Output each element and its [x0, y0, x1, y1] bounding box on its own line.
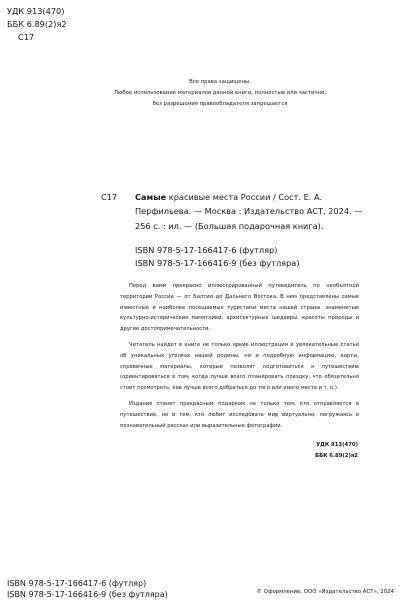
annotation-paragraph-3: Издание станет прекрасным подарком не только тем, кто отправляется в путешествие, но и тем, кто любит исследовать мир виртуально, погружаясь в познавательный рассказ или выразительные фотографии. — [120, 400, 359, 429]
footer-isbn-block — [7, 578, 168, 600]
rights-line-2: Любое использование материалов данной книги, полностью или частично, — [113, 90, 327, 96]
bbk-code: ББК 6.89(2)я2 — [7, 19, 67, 29]
cip-isbn-block — [135, 244, 300, 269]
right-classification-codes — [315, 440, 358, 461]
rights-notice — [40, 77, 400, 110]
cip-title-bold: Самые — [135, 192, 167, 202]
annotation-paragraph-2: Читатель найдет в книге не только яркие иллюстрации и увлекательные статьи об уникальных уголках нашей родины, но и подробную информацию, карты, справочные материалы, которые позволят подготовиться к путешествию (ориентироваться в том, когда лучше всего планировать поездку, что обязательно стоит посмотреть, как лучше всего добраться до того или иного места и т. п.). — [120, 341, 359, 392]
cip-isbn-nocase: ISBN 978-5-17-166416-9 (без футляра) — [135, 257, 300, 268]
footer-isbn-case: ISBN 978-5-17-166417-6 (футляр) — [7, 579, 147, 588]
footer-isbn-nocase: ISBN 978-5-17-166416-9 (без футляра) — [7, 590, 168, 599]
copyright-notice: © Оформление. ООО «Издательство АСТ», 2024 — [256, 589, 394, 595]
top-classification-codes — [7, 5, 67, 44]
rights-line-3: без разрешения правообладателя запрещается — [152, 101, 288, 107]
udk-code: УДК 913(470) — [7, 6, 65, 16]
cip-isbn-case: ISBN 978-5-17-166417-6 (футляр) — [135, 245, 278, 255]
book-annotation — [120, 281, 359, 431]
cip-author-mark: С17 — [101, 192, 118, 202]
cip-bibliographic-record — [135, 190, 363, 233]
bbk-code-right: ББК 6.89(2)я2 — [315, 452, 358, 459]
rights-line-1: Все права защищены. — [189, 79, 251, 85]
annotation-paragraph-1: Перед вами прекрасно иллюстрированный путеводитель по необъятной территории России — от Балтии до Дальнего Востока. В нем представлены самые известные и наиболее посещаемые туристами места нашей страны, знаменитые культурно-исторические памятники, архитектурные шедевры, красоты природы и другие достопримечательности. — [120, 283, 359, 333]
cip-title-rest: красивые места России / Сост. Е. А. Перфильева. — Москва : Издательство АСТ, 2024. — 256 с. : ил. — (Большая подарочная книга). — [135, 192, 363, 231]
author-mark: С17 — [18, 32, 35, 42]
udk-code-right: УДК 913(470) — [316, 442, 358, 448]
